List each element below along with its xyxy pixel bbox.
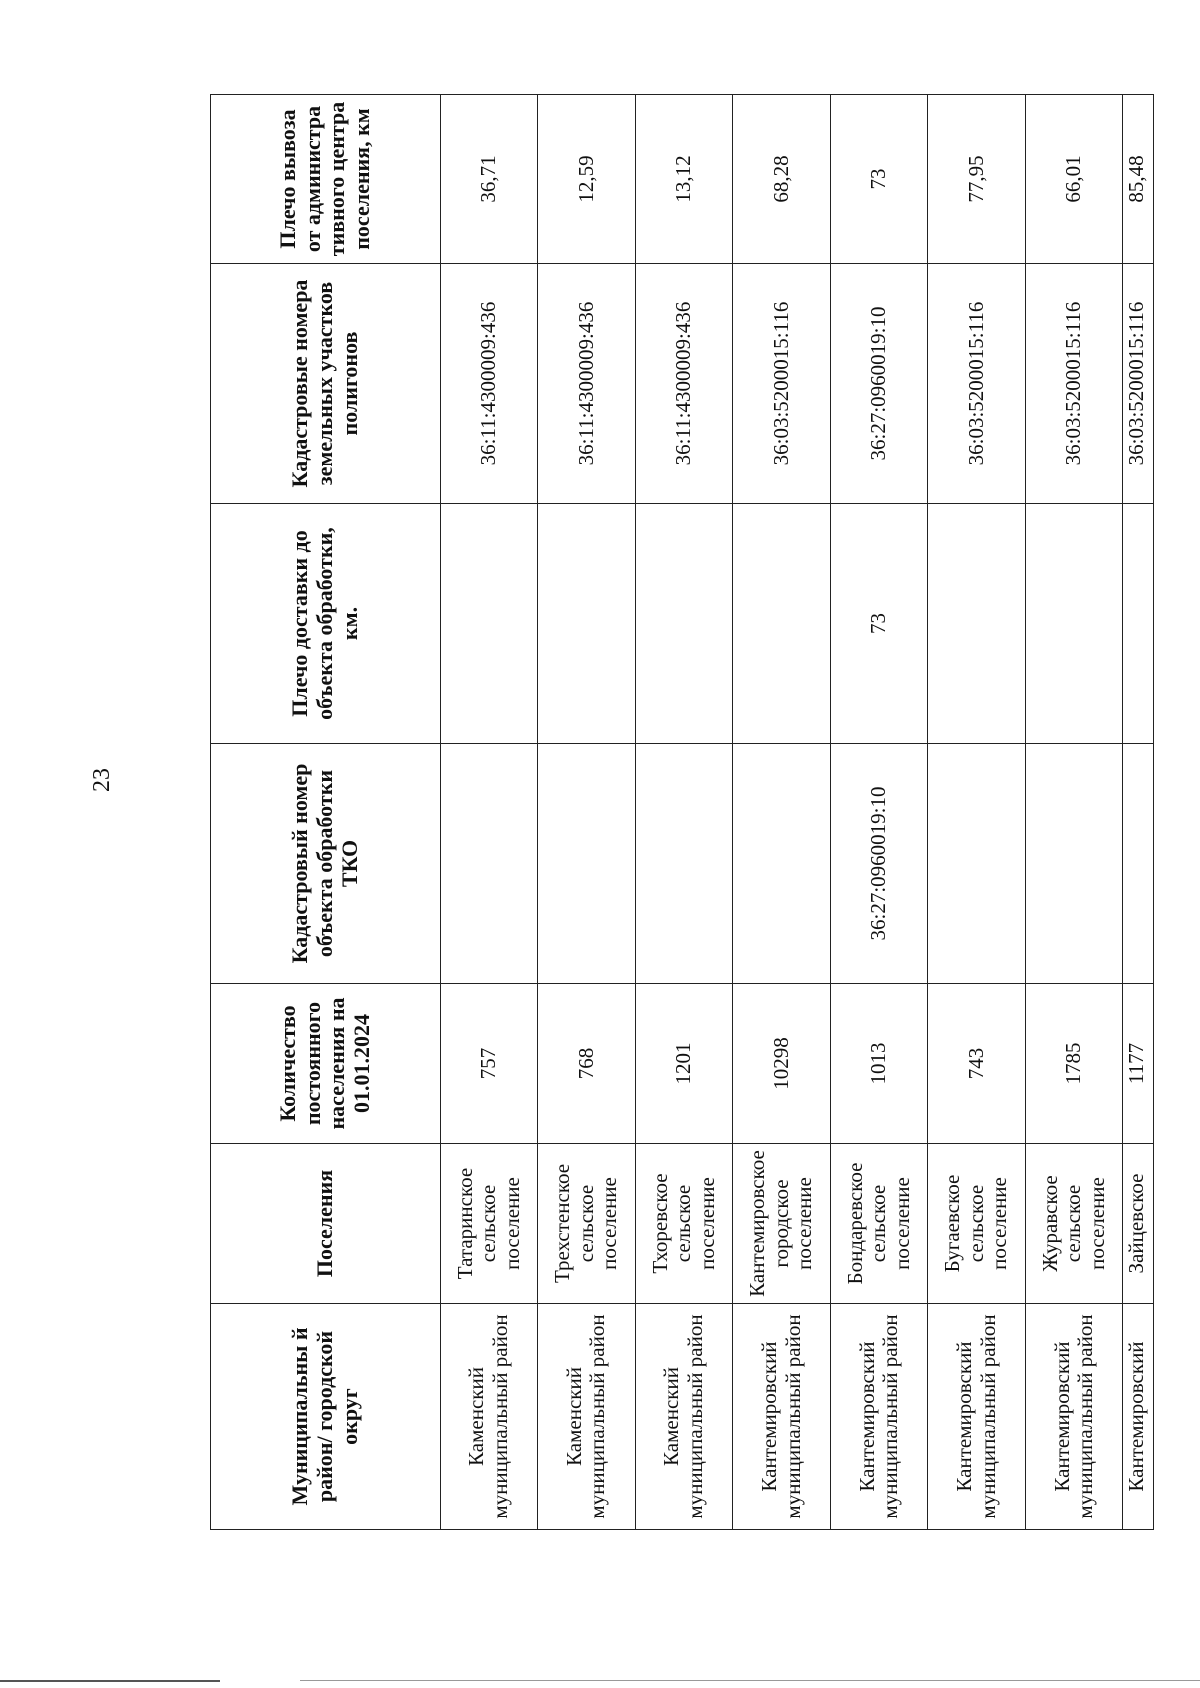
cell-population: 743 bbox=[928, 984, 1026, 1144]
table-row bbox=[538, 95, 636, 1530]
header-population: Количество постоянного населения на 01.01.2024 bbox=[211, 984, 441, 1144]
cell-delivery-km bbox=[733, 504, 831, 744]
cell-haul-km: 36,71 bbox=[440, 95, 538, 264]
cell-delivery-km bbox=[1025, 504, 1123, 744]
cell-district: Каменский муниципальный район bbox=[635, 1304, 733, 1530]
cell-processing-cadastral bbox=[1025, 744, 1123, 984]
cell-settlement: Кантемировское городское поселение bbox=[733, 1144, 831, 1304]
cell-landfill-cadastral: 36:03:5200015:116 bbox=[1123, 264, 1154, 504]
cell-processing-cadastral bbox=[538, 744, 636, 984]
table-row bbox=[1123, 95, 1154, 1530]
cell-district: Каменский муниципальный район bbox=[538, 1304, 636, 1530]
cell-delivery-km: 73 bbox=[830, 504, 928, 744]
cell-processing-cadastral bbox=[440, 744, 538, 984]
cell-delivery-km bbox=[538, 504, 636, 744]
cell-delivery-km bbox=[1123, 504, 1154, 744]
cell-district: Кантемировский муниципальный район bbox=[928, 1304, 1026, 1530]
cell-delivery-km bbox=[440, 504, 538, 744]
cell-landfill-cadastral: 36:11:4300009:436 bbox=[538, 264, 636, 504]
cell-haul-km: 68,28 bbox=[733, 95, 831, 264]
cell-delivery-km bbox=[928, 504, 1026, 744]
page-number: 23 bbox=[89, 768, 115, 792]
cell-haul-km: 73 bbox=[830, 95, 928, 264]
cell-settlement: Зайцевское bbox=[1123, 1144, 1154, 1304]
table-header-row bbox=[211, 95, 441, 1530]
cell-landfill-cadastral: 36:03:5200015:116 bbox=[733, 264, 831, 504]
landfill-table bbox=[210, 94, 1154, 1530]
cell-processing-cadastral bbox=[635, 744, 733, 984]
cell-population: 757 bbox=[440, 984, 538, 1144]
cell-district: Кантемировский муниципальный район bbox=[1025, 1304, 1123, 1530]
cell-haul-km: 66,01 bbox=[1025, 95, 1123, 264]
table-row bbox=[733, 95, 831, 1530]
cell-settlement: Татаринское сельское поселение bbox=[440, 1144, 538, 1304]
cell-delivery-km bbox=[635, 504, 733, 744]
cell-haul-km: 12,59 bbox=[538, 95, 636, 264]
cell-haul-km: 85,48 bbox=[1123, 95, 1154, 264]
header-processing-cadastral: Кадастровый номер объекта обработки ТКО bbox=[211, 744, 441, 984]
cell-population: 1201 bbox=[635, 984, 733, 1144]
header-delivery-km: Плечо доставки до объекта обработки, км. bbox=[211, 504, 441, 744]
cell-landfill-cadastral: 36:27:0960019:10 bbox=[830, 264, 928, 504]
cell-population: 10298 bbox=[733, 984, 831, 1144]
cell-processing-cadastral bbox=[733, 744, 831, 984]
header-haul-km: Плечо вывоза от администра тивного центра поселения, км bbox=[211, 95, 441, 264]
table-row bbox=[635, 95, 733, 1530]
cell-population: 1177 bbox=[1123, 984, 1154, 1144]
cell-district: Каменский муниципальный район bbox=[440, 1304, 538, 1530]
cell-district: Кантемировский муниципальный район bbox=[733, 1304, 831, 1530]
scan-edge-line bbox=[300, 1680, 1200, 1681]
table-row bbox=[440, 95, 538, 1530]
cell-processing-cadastral bbox=[928, 744, 1026, 984]
cell-population: 768 bbox=[538, 984, 636, 1144]
header-district: Муниципальны й район/ городской округ bbox=[211, 1304, 441, 1530]
cell-district: Кантемировский bbox=[1123, 1304, 1154, 1530]
rotated-table-wrapper bbox=[210, 95, 1154, 1530]
cell-settlement: Бугаевское сельское поселение bbox=[928, 1144, 1026, 1304]
table-row bbox=[830, 95, 928, 1530]
scan-edge-line bbox=[0, 1680, 220, 1682]
table-row bbox=[1025, 95, 1123, 1530]
cell-landfill-cadastral: 36:03:5200015:116 bbox=[1025, 264, 1123, 504]
cell-processing-cadastral: 36:27:0960019:10 bbox=[830, 744, 928, 984]
cell-settlement: Трехстенское сельское поселение bbox=[538, 1144, 636, 1304]
cell-population: 1785 bbox=[1025, 984, 1123, 1144]
cell-landfill-cadastral: 36:11:4300009:436 bbox=[635, 264, 733, 504]
header-landfill-cadastral: Кадастровые номера земельных участков полигонов bbox=[211, 264, 441, 504]
cell-processing-cadastral bbox=[1123, 744, 1154, 984]
cell-haul-km: 77,95 bbox=[928, 95, 1026, 264]
cell-haul-km: 13,12 bbox=[635, 95, 733, 264]
cell-settlement: Журавское сельское поселение bbox=[1025, 1144, 1123, 1304]
cell-landfill-cadastral: 36:03:5200015:116 bbox=[928, 264, 1026, 504]
header-settlement: Поселения bbox=[211, 1144, 441, 1304]
cell-landfill-cadastral: 36:11:4300009:436 bbox=[440, 264, 538, 504]
cell-settlement: Тхоревское сельское поселение bbox=[635, 1144, 733, 1304]
cell-population: 1013 bbox=[830, 984, 928, 1144]
cell-settlement: Бондаревское сельское поселение bbox=[830, 1144, 928, 1304]
cell-district: Кантемировский муниципальный район bbox=[830, 1304, 928, 1530]
table-row bbox=[928, 95, 1026, 1530]
